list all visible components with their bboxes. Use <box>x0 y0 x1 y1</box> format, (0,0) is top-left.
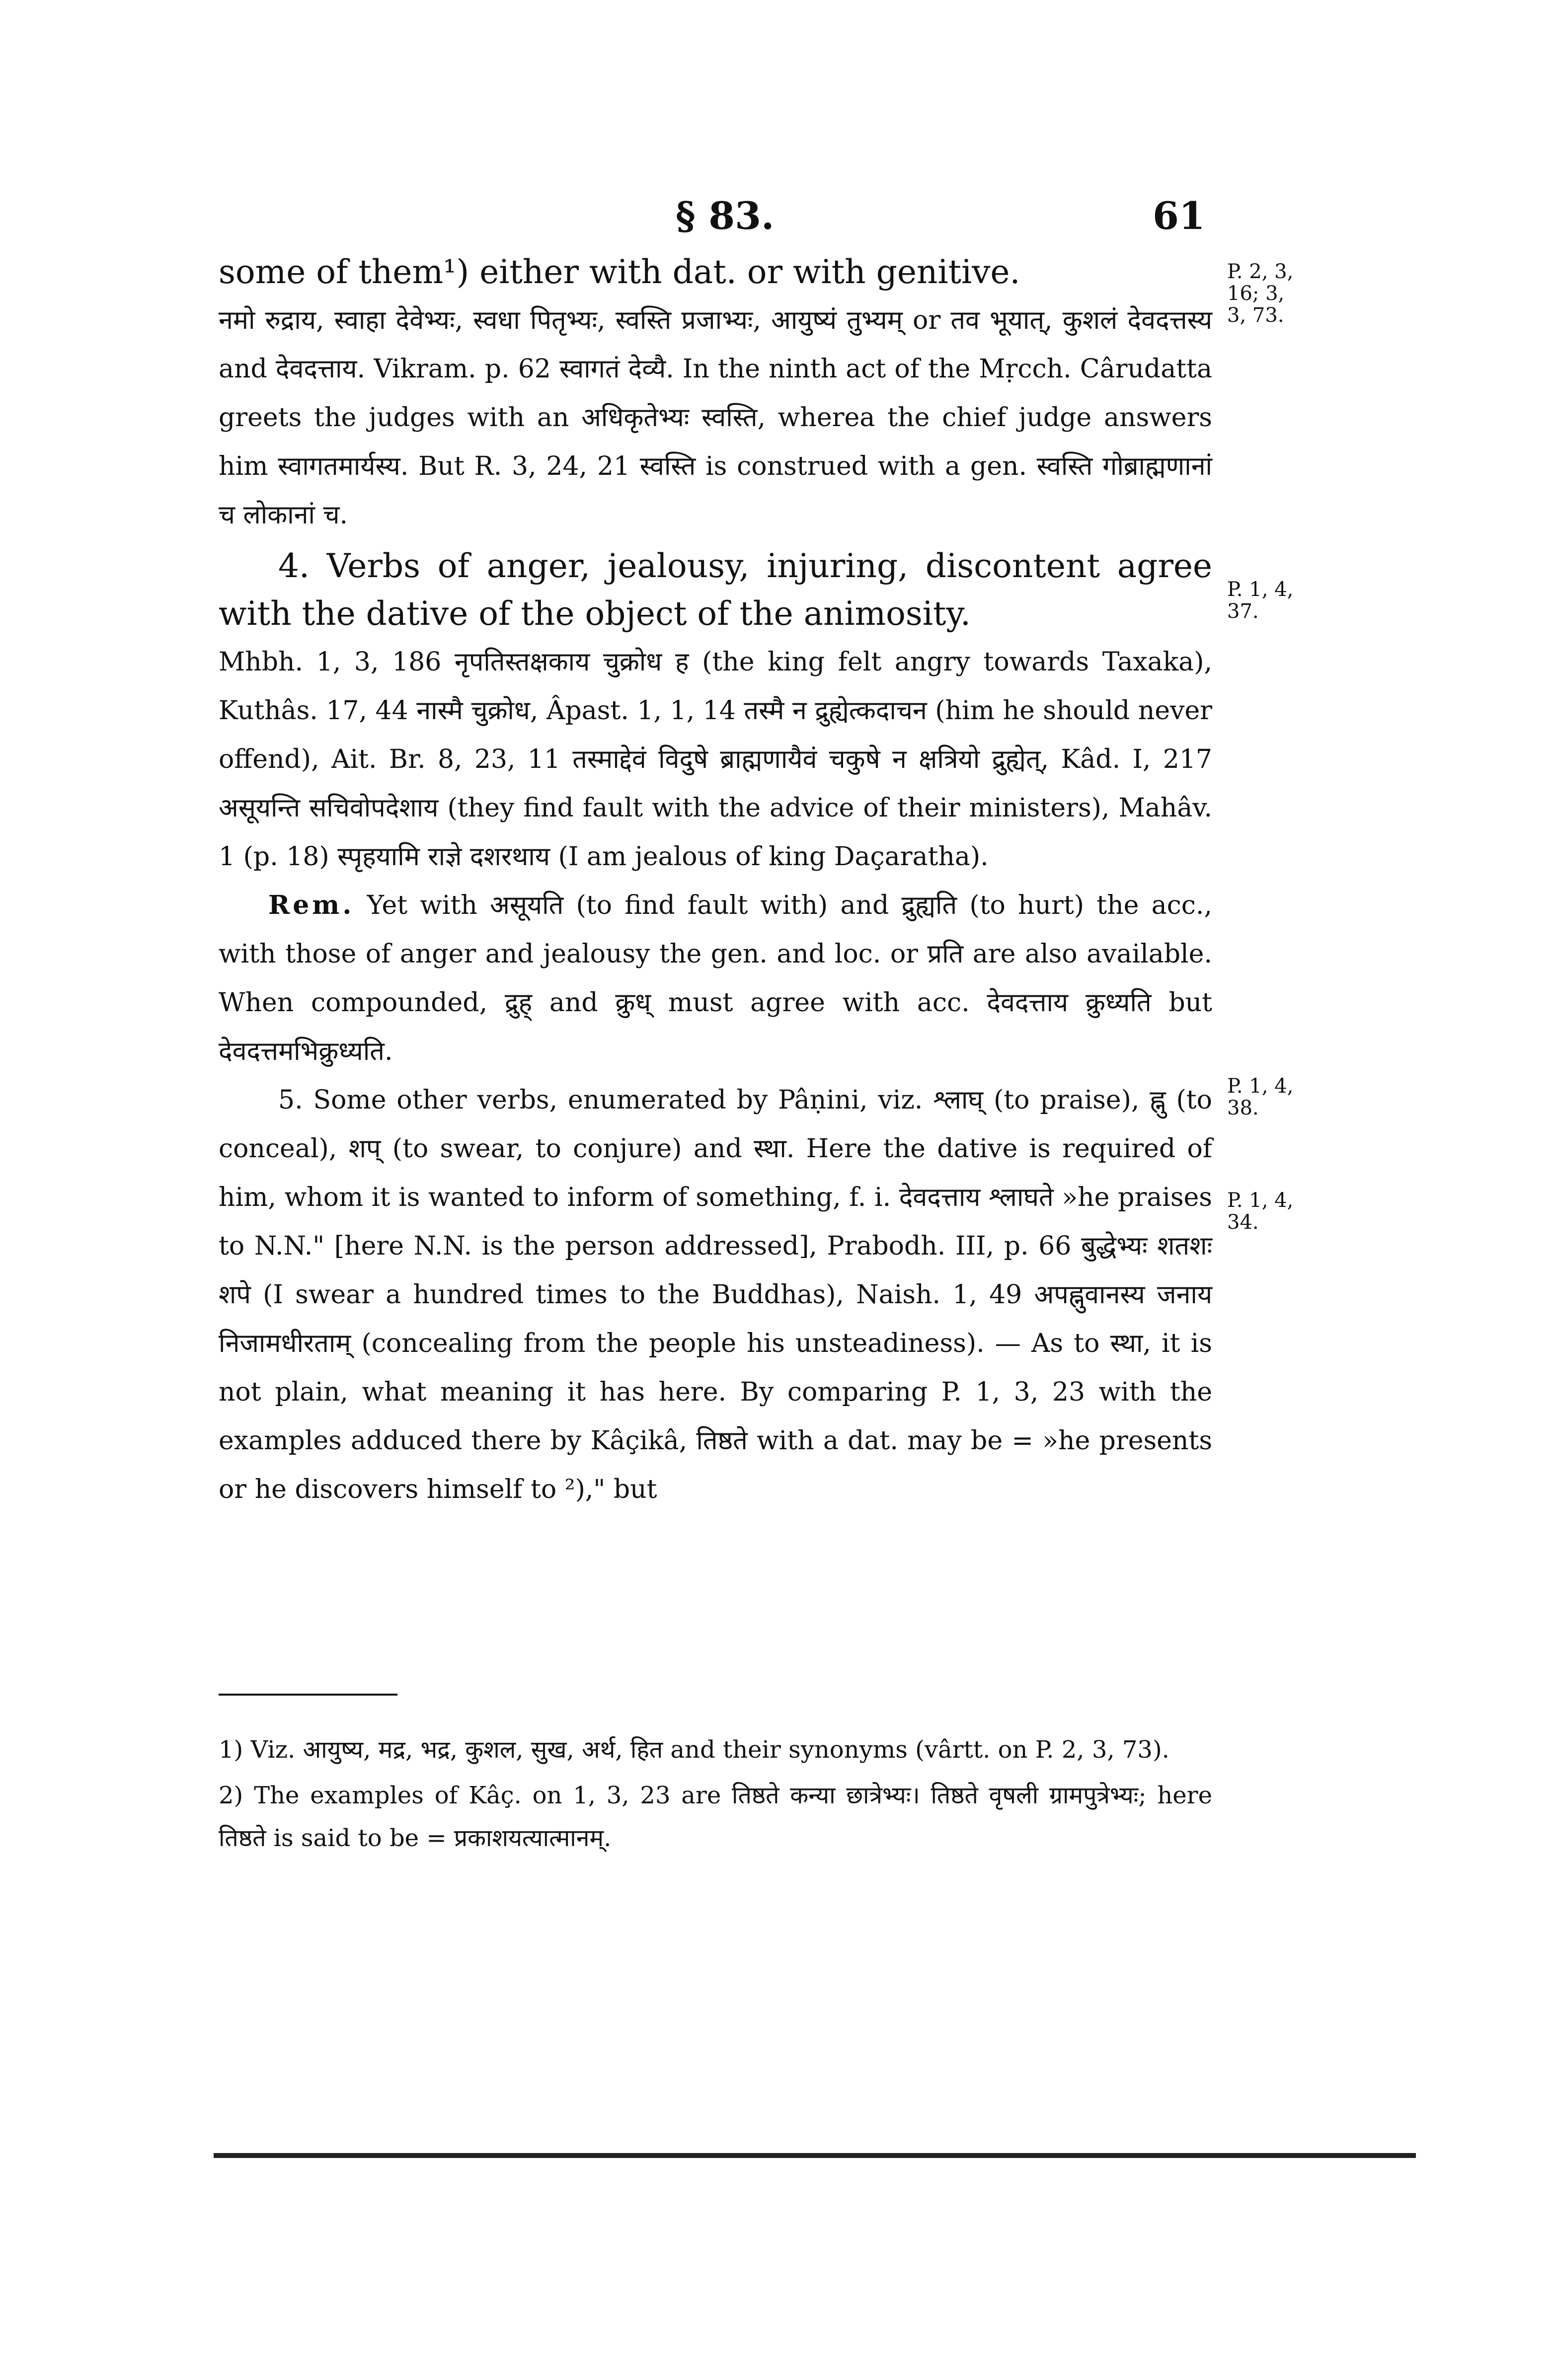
body-text <box>219 248 1212 1514</box>
running-head <box>0 194 1557 243</box>
margin-ref-1: P. 2, 3, 16; 3, 3, 73. <box>1227 260 1294 327</box>
footnote-rule <box>219 1694 397 1696</box>
paragraph-5: 5. Some other verbs, enumerated by Pâṇini, viz. श्लाघ् (to praise), ह्नु (to conceal), शप् (to swear, to conjure) and स्था. Here the dative is required of him, whom it is wanted to inform of something, f. i. देवदत्ताय श्लाघते »he praises to N.N." [here N.N. is the person addressed], Prabodh. III, p. 66 बुद्धेभ्यः शतशः शपे (I swear a hundred times to the Buddhas), Naish. 1, 49 अपह्नुवानस्य जनाय निजामधीरताम् (concealing from the people his unsteadiness). — As to स्था, it is not plain, what meaning it has here. By comparing P. 1, 3, 23 with the examples adduced there by Kâçikâ, तिष्ठते with a dat. may be = »he presents or he discovers himself to ²)," but <box>219 1085 1212 1504</box>
bottom-rule <box>214 2153 1416 2158</box>
footnotes <box>219 1728 1212 1862</box>
remark-paragraph <box>219 881 1212 1076</box>
remark-body: Yet with असूयति (to find fault with) and द्रुह्यति (to hurt) the acc., with those of anger and jealousy the gen. and loc. or प्रति are also available. When compounded, द्रुह् and क्रुध् must agree with acc. देवदत्ताय क्रुध्यति but देवदत्तमभिक्रुध्यति. <box>219 891 1212 1066</box>
paragraph-4-lead <box>219 542 1212 638</box>
margin-ref-3: P. 1, 4, 38. <box>1227 1075 1294 1119</box>
paragraph-3-body: नमो रुद्राय, स्वाहा देवेभ्यः, स्वधा पितृभ्यः, स्वस्ति प्रजाभ्यः, आयुष्यं तुभ्यम् or तव भूयात्, कुशलं देवदत्तस्य and देवदत्ताय. Vikram. p. 62 स्वागतं देव्यै. In the ninth act of the Mṛcch. Cârudatta greets the judges with an अधिकृतेभ्यः स्वस्ति, wherea the chief judge answers him स्वागतमार्यस्य. But R. 3, 24, 21 स्वस्ति is construed with a gen. स्वस्ति गोब्राह्मणानां च लोकानां च. <box>219 305 1212 530</box>
remark-label: Rem. <box>268 890 355 920</box>
footnote-1: 1) Viz. आयुष्य, मद्र, भद्र, कुशल, सुख, अर्थ, हित and their synonyms (vârtt. on P. 2, 3, 73). <box>219 1736 1169 1764</box>
section-number: § 83. <box>676 194 775 238</box>
margin-ref-2: P. 1, 4, 37. <box>1227 578 1294 623</box>
margin-ref-4: P. 1, 4, 34. <box>1227 1189 1294 1234</box>
page-number: 61 <box>1153 194 1205 238</box>
paragraph-4-body: Mhbh. 1, 3, 186 नृपतिस्तक्षकाय चुक्रोध ह (the king felt angry towards Taxaka), Kuthâs. 17, 44 नास्मै चुक्रोध, Âpast. 1, 1, 14 तस्मै न द्रुह्येत्कदाचन (him he should never offend), Ait. Br. 8, 23, 11 तस्माद्देवं विदुषे ब्राह्मणायैवं चकुषे न क्षत्रियो द्रुह्येत्, Kâd. I, 217 असूयन्ति सचिवोपदेशाय (they find fault with the advice of their ministers), Mahâv. 1 (p. 18) स्पृहयामि राज्ञे दशरथाय (I am jealous of king Daçaratha). <box>219 647 1212 872</box>
paragraph-4-heading: 4. Verbs of anger, jealousy, injuring, discontent agree with the dative of the object of the animosity. <box>219 547 1212 633</box>
paragraph-3-lead: some of them¹) either with dat. or with genitive. <box>219 253 1020 291</box>
footnote-2: 2) The examples of Kâç. on 1, 3, 23 are तिष्ठते कन्या छात्रेभ्यः। तिष्ठते वृषली ग्रामपुत्रेभ्यः; here तिष्ठते is said to be = प्रकाशयत्यात्मानम्. <box>219 1782 1212 1852</box>
